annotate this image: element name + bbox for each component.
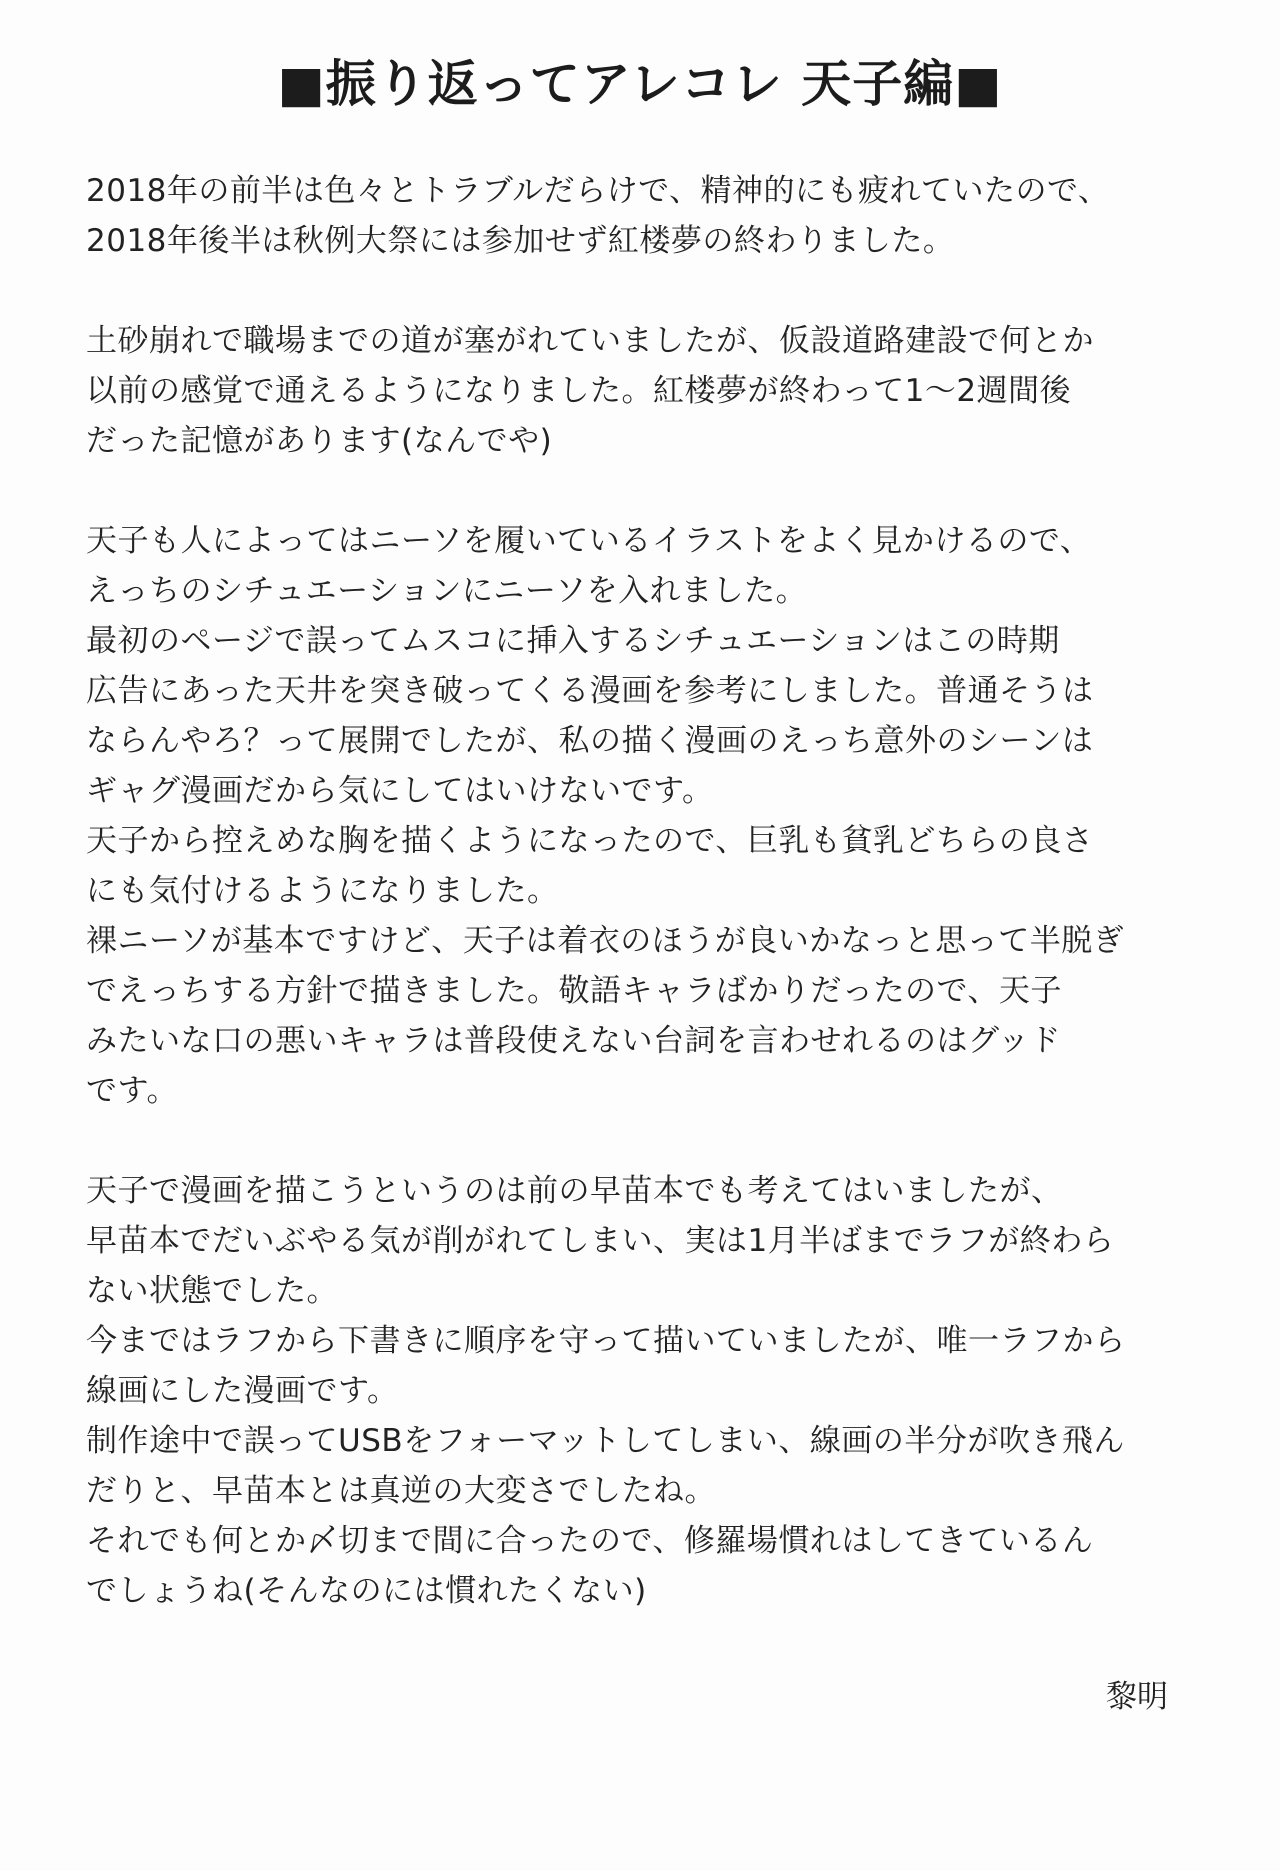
body-line: 2018年後半は秋例大祭には参加せず紅楼夢の終わりました。: [86, 223, 955, 259]
body-line: みたいな口の悪いキャラは普段使えない台詞を言わせれるのはグッド: [86, 1023, 1061, 1059]
body-line: 2018年の前半は色々とトラブルだらけで、精神的にも疲れていたので、: [86, 173, 1110, 209]
body-line: 制作途中で誤ってUSBをフォーマットしてしまい、線画の半分が吹き飛ん: [86, 1423, 1125, 1459]
body-line: 土砂崩れで職場までの道が塞がれていましたが、仮設道路建設で何とか: [86, 323, 1094, 359]
author-signature: 黎明: [1106, 1679, 1168, 1715]
body-line: 天子で漫画を描こうというのは前の早苗本でも考えてはいましたが、: [86, 1173, 1063, 1209]
body-line: ギャグ漫画だから気にしてはいけないです。: [86, 773, 714, 809]
body-line: 早苗本でだいぶやる気が削がれてしまい、実は1月半ばまでラフが終わら: [86, 1223, 1115, 1259]
body-line: だりと、早苗本とは真逆の大変さでしたね。: [86, 1473, 716, 1509]
blank-line: [86, 1116, 1206, 1166]
body-line: でしょうね(そんなのには慣れたくない): [86, 1573, 647, 1609]
body-line: でえっちする方針で描きました。敬語キャラばかりだったので、天子: [86, 973, 1062, 1009]
blank-line: [86, 466, 1206, 516]
body-line: にも気付けるようになりました。: [86, 873, 559, 909]
body-line: 裸ニーソが基本ですけど、天子は着衣のほうが良いかなっと思って半脱ぎ: [86, 923, 1125, 959]
body-line: 広告にあった天井を突き破ってくる漫画を参考にしました。普通そうは: [86, 673, 1094, 709]
body-line: それでも何とか〆切まで間に合ったので、修羅場慣れはしてきているん: [86, 1523, 1094, 1559]
body-line: 最初のページで誤ってムスコに挿入するシチュエーションはこの時期: [86, 623, 1060, 659]
page-title: ■振り返ってアレコレ 天子編■: [277, 55, 1003, 113]
body-line: 線画にした漫画です。: [86, 1373, 399, 1409]
body-text: [86, 166, 1206, 1616]
body-line: だった記憶があります(なんでや): [86, 423, 553, 459]
body-line: 天子から控えめな胸を描くようになったので、巨乳も貧乳どちらの良さ: [86, 823, 1094, 859]
body-line: ならんやろ？って展開でしたが、私の描く漫画のえっち意外のシーンは: [86, 723, 1094, 759]
body-line: 今まではラフから下書きに順序を守って描いていましたが、唯一ラフから: [86, 1323, 1126, 1359]
body-line: です。: [86, 1073, 179, 1109]
body-line: 天子も人によってはニーソを履いているイラストをよく見かけるので、: [86, 523, 1092, 559]
body-line: 以前の感覚で通えるようになりました。紅楼夢が終わって1〜2週間後: [86, 373, 1072, 409]
body-line: ない状態でした。: [86, 1273, 338, 1309]
body-line: えっちのシチュエーションにニーソを入れました。: [86, 573, 808, 609]
blank-line: [86, 266, 1206, 316]
